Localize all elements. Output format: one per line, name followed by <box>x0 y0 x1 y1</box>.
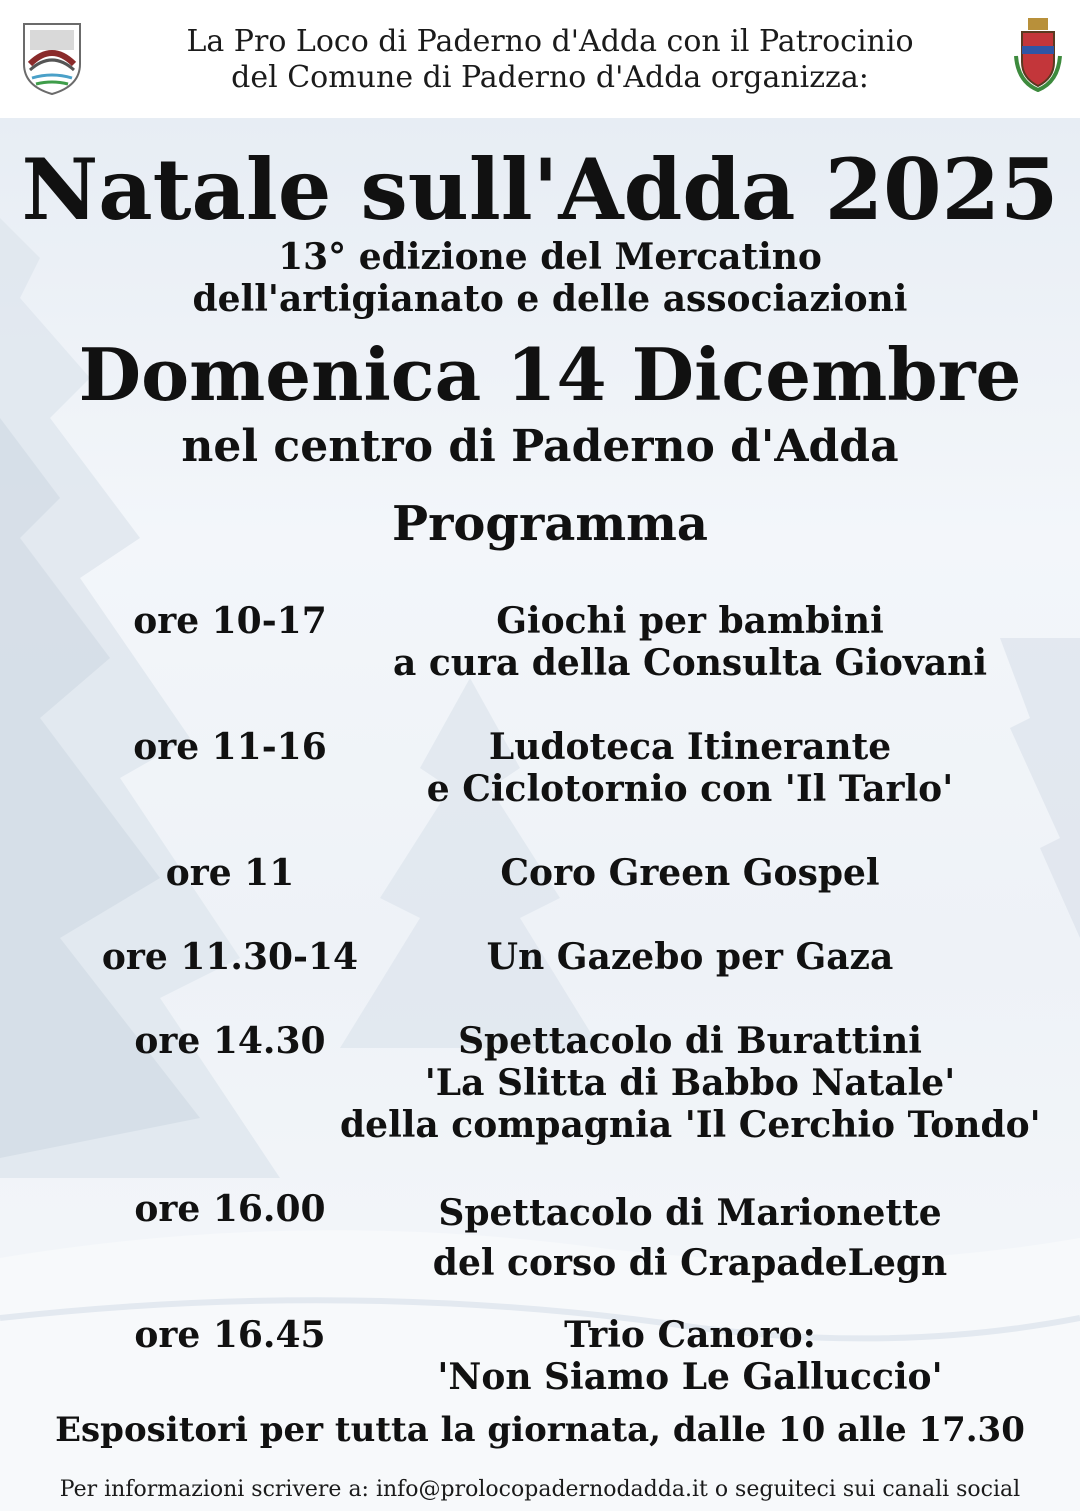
event-subtitle <box>100 236 1000 320</box>
activity-line: Un Gazebo per Gaza <box>486 936 894 978</box>
header-bar <box>0 0 1080 118</box>
activity-line: Spettacolo di Burattini <box>458 1020 922 1062</box>
program-activity <box>340 1188 1040 1288</box>
activity-line: Coro Green Gospel <box>500 852 880 894</box>
contact-info: Per informazioni scrivere a: info@prolocopadernodadda.it o seguiteci sui canali social <box>59 1477 1021 1502</box>
snowy-forest-background <box>0 118 1080 1511</box>
activity-line: e Ciclotornio con 'Il Tarlo' <box>426 768 954 810</box>
subtitle-line-1: 13° edizione del Mercatino <box>278 236 822 278</box>
exhibitors-note: Espositori per tutta la giornata, dalle 10 alle 17.30 <box>55 1410 1025 1450</box>
event-date: Domenica 14 Dicembre <box>78 332 1022 417</box>
organizer-line-1: La Pro Loco di Paderno d'Adda con il Patrocinio <box>186 24 914 59</box>
event-title: Natale sull'Adda 2025 <box>21 140 1059 239</box>
program-activity <box>340 1020 1040 1146</box>
program-activity <box>340 726 1040 810</box>
coat-of-arms-icon <box>1012 16 1064 92</box>
program-time: ore 14.30 <box>134 1020 326 1062</box>
program-activity <box>340 936 1040 978</box>
organizer-statement <box>120 24 980 96</box>
subtitle-line-2: dell'artigianato e delle associazioni <box>192 278 908 320</box>
program-time: ore 10-17 <box>133 600 327 642</box>
activity-line: a cura della Consulta Giovani <box>392 642 988 684</box>
activity-line: Ludoteca Itinerante <box>488 726 892 768</box>
program-time: ore 11-16 <box>133 726 327 768</box>
activity-line: della compagnia 'Il Cerchio Tondo' <box>340 1104 1041 1146</box>
program-time: ore 11.30-14 <box>101 936 359 978</box>
activity-line: 'La Slitta di Babbo Natale' <box>424 1062 956 1104</box>
program-activity <box>340 1314 1040 1398</box>
program-time: ore 11 <box>165 852 295 894</box>
program-activity <box>340 600 1040 684</box>
organizer-line-2: del Comune di Paderno d'Adda organizza: <box>231 60 869 95</box>
activity-line: Trio Canoro: <box>564 1314 816 1356</box>
program-time: ore 16.45 <box>134 1314 326 1356</box>
proloco-logo-icon <box>16 20 88 96</box>
program-time: ore 16.00 <box>134 1188 326 1230</box>
activity-line: 'Non Siamo Le Galluccio' <box>437 1356 943 1398</box>
poster-body <box>0 118 1080 1511</box>
activity-line: del corso di CrapadeLegn <box>432 1242 948 1284</box>
program-heading: Programma <box>391 496 709 552</box>
activity-line: Spettacolo di Marionette <box>438 1192 942 1234</box>
activity-line: Giochi per bambini <box>496 600 884 642</box>
event-place: nel centro di Paderno d'Adda <box>181 421 899 472</box>
program-activity <box>340 852 1040 894</box>
